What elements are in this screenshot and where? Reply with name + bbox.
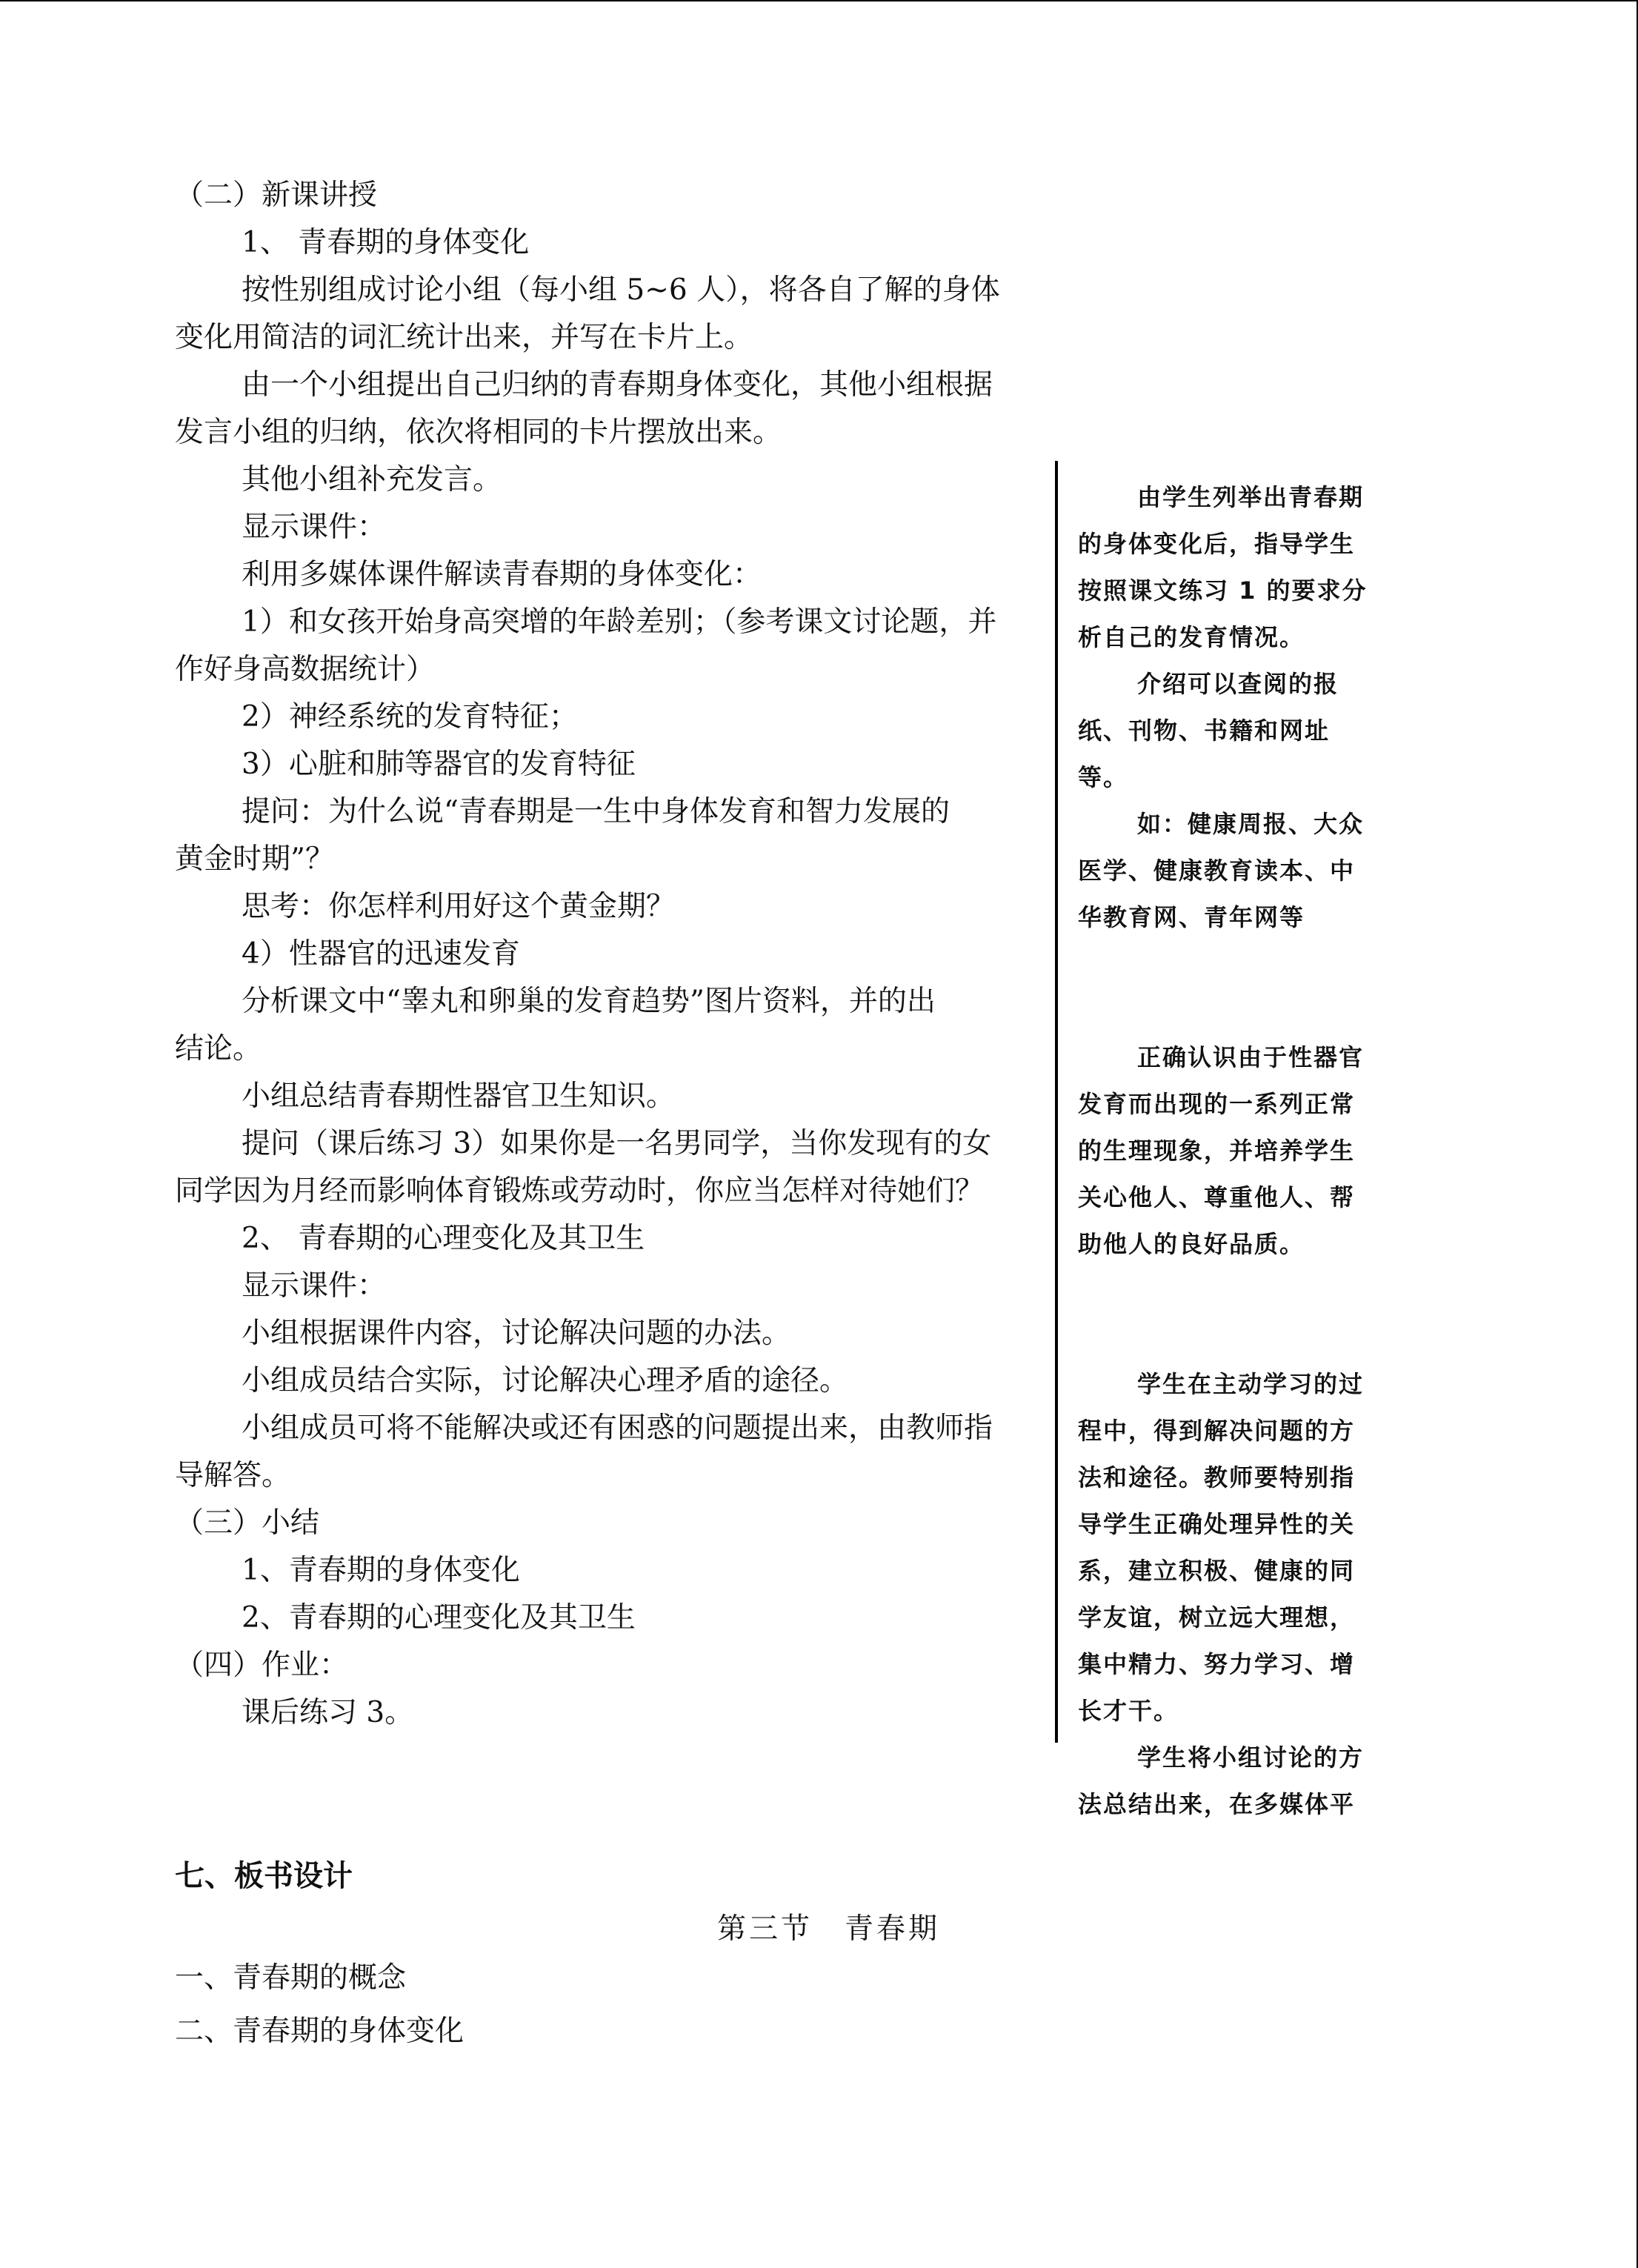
- text-line: 2、 青春期的心理变化及其卫生: [242, 1222, 645, 1255]
- text-line: 显示课件：: [242, 511, 387, 544]
- text-line: 按性别组成讨论小组（每小组 5~6 人），将各自了解的身体: [242, 273, 1000, 307]
- note-line: 发育而出现的一系列正常: [1078, 1090, 1356, 1118]
- text-line: 提问：为什么说“青春期是一生中身体发育和智力发展的: [242, 795, 950, 828]
- board-title: 第三节 青春期: [717, 1912, 941, 1946]
- text-line: 思考：你怎样利用好这个黄金期？: [242, 890, 676, 923]
- note-line: 由学生列举出青春期: [1137, 483, 1365, 511]
- text-line: 1、 青春期的身体变化: [242, 226, 530, 259]
- note-line: 学生将小组讨论的方: [1137, 1743, 1365, 1772]
- text-line: 发言小组的归纳，依次将相同的卡片摆放出来。: [175, 416, 782, 449]
- note-line: [1078, 988, 1426, 1034]
- text-line: 变化用简洁的词汇统计出来，并写在卡片上。: [175, 321, 753, 354]
- text-line: 小组总结青春期性器官卫生知识。: [242, 1080, 676, 1113]
- text-line: 同学因为月经而影响体育锻炼或劳动时，你应当怎样对待她们？: [175, 1174, 985, 1208]
- text-line: 利用多媒体课件解读青春期的身体变化：: [242, 558, 762, 591]
- note-line: 按照课文练习 1 的要求分: [1078, 576, 1368, 605]
- text-line: 小组根据课件内容，讨论解决问题的办法。: [242, 1317, 791, 1350]
- text-line: 导解答。: [175, 1459, 291, 1492]
- page-border-top: [0, 0, 1637, 1]
- note-line: 医学、健康教育读本、中: [1078, 857, 1356, 885]
- note-line: 等。: [1078, 763, 1129, 791]
- note-line: 系，建立积极、健康的同: [1078, 1557, 1356, 1585]
- text-line: 其他小组补充发言。: [242, 463, 502, 496]
- teaching-notes-column: [1078, 474, 1426, 1818]
- text-line: 黄金时期”？: [175, 842, 334, 876]
- note-line: 法总结出来，在多媒体平: [1078, 1790, 1356, 1818]
- note-line: 集中精力、努力学习、增: [1078, 1650, 1356, 1678]
- text-line: 课后练习 3。: [242, 1696, 414, 1729]
- note-line: [1078, 1268, 1426, 1314]
- note-line: 正确认识由于性器官: [1137, 1043, 1365, 1071]
- text-line: 提问（课后练习 3）如果你是一名男同学，当你发现有的女: [242, 1127, 992, 1160]
- note-line: 纸、刊物、书籍和网址: [1078, 716, 1331, 745]
- text-line: 结论。: [175, 1032, 262, 1065]
- lesson-body: [175, 172, 1049, 1737]
- note-line: 长才干。: [1078, 1697, 1179, 1725]
- section-heading: 七、板书设计: [175, 1859, 353, 1893]
- text-line: 分析课文中“睾丸和卵巢的发育趋势”图片资料，并的出: [242, 985, 936, 1018]
- text-line: 显示课件：: [242, 1269, 387, 1303]
- text-line: （二）新课讲授: [175, 179, 378, 212]
- note-line: 介绍可以查阅的报: [1137, 670, 1339, 698]
- text-line: （三）小结: [175, 1506, 320, 1540]
- note-line: 导学生正确处理异性的关: [1078, 1510, 1356, 1538]
- note-line: 的身体变化后，指导学生: [1078, 530, 1356, 558]
- text-line: 2）神经系统的发育特征；: [242, 700, 578, 734]
- note-line: [1078, 1314, 1426, 1361]
- board-item: 二、青春期的身体变化: [175, 2015, 465, 2048]
- note-line: 法和途径。教师要特别指: [1078, 1463, 1356, 1492]
- text-line: 小组成员可将不能解决或还有困惑的问题提出来，由教师指: [242, 1411, 993, 1445]
- blackboard-design-section: [175, 1854, 1434, 2058]
- note-line: [1078, 941, 1426, 988]
- note-line: 析自己的发育情况。: [1078, 623, 1305, 651]
- note-line: 关心他人、尊重他人、帮: [1078, 1183, 1356, 1211]
- board-item: 一、青春期的概念: [175, 1961, 407, 1995]
- text-line: 3）心脏和肺等器官的发育特征: [242, 748, 636, 781]
- text-line: 2、青春期的心理变化及其卫生: [242, 1601, 636, 1635]
- text-line: 由一个小组提出自己归纳的青春期身体变化，其他小组根据: [242, 368, 993, 402]
- text-line: （四）作业：: [175, 1649, 349, 1682]
- note-line: 的生理现象，并培养学生: [1078, 1137, 1356, 1165]
- text-line: 1、青春期的身体变化: [242, 1554, 520, 1587]
- text-line: 4）性器官的迅速发育: [242, 937, 520, 971]
- note-line: 程中，得到解决问题的方: [1078, 1417, 1356, 1445]
- note-line: 学友谊，树立远大理想，: [1078, 1603, 1356, 1632]
- note-line: 华教育网、青年网等: [1078, 903, 1305, 931]
- note-line: 如：健康周报、大众: [1137, 810, 1365, 838]
- note-line: 学生在主动学习的过: [1137, 1370, 1365, 1398]
- text-line: 小组成员结合实际，讨论解决心理矛盾的途径。: [242, 1364, 849, 1397]
- text-line: 作好身高数据统计）: [175, 653, 436, 686]
- sidenote-divider: [1055, 461, 1058, 1743]
- text-line: 1）和女孩开始身高突增的年龄差别；（参考课文讨论题，并: [242, 605, 997, 639]
- note-line: 助他人的良好品质。: [1078, 1230, 1305, 1258]
